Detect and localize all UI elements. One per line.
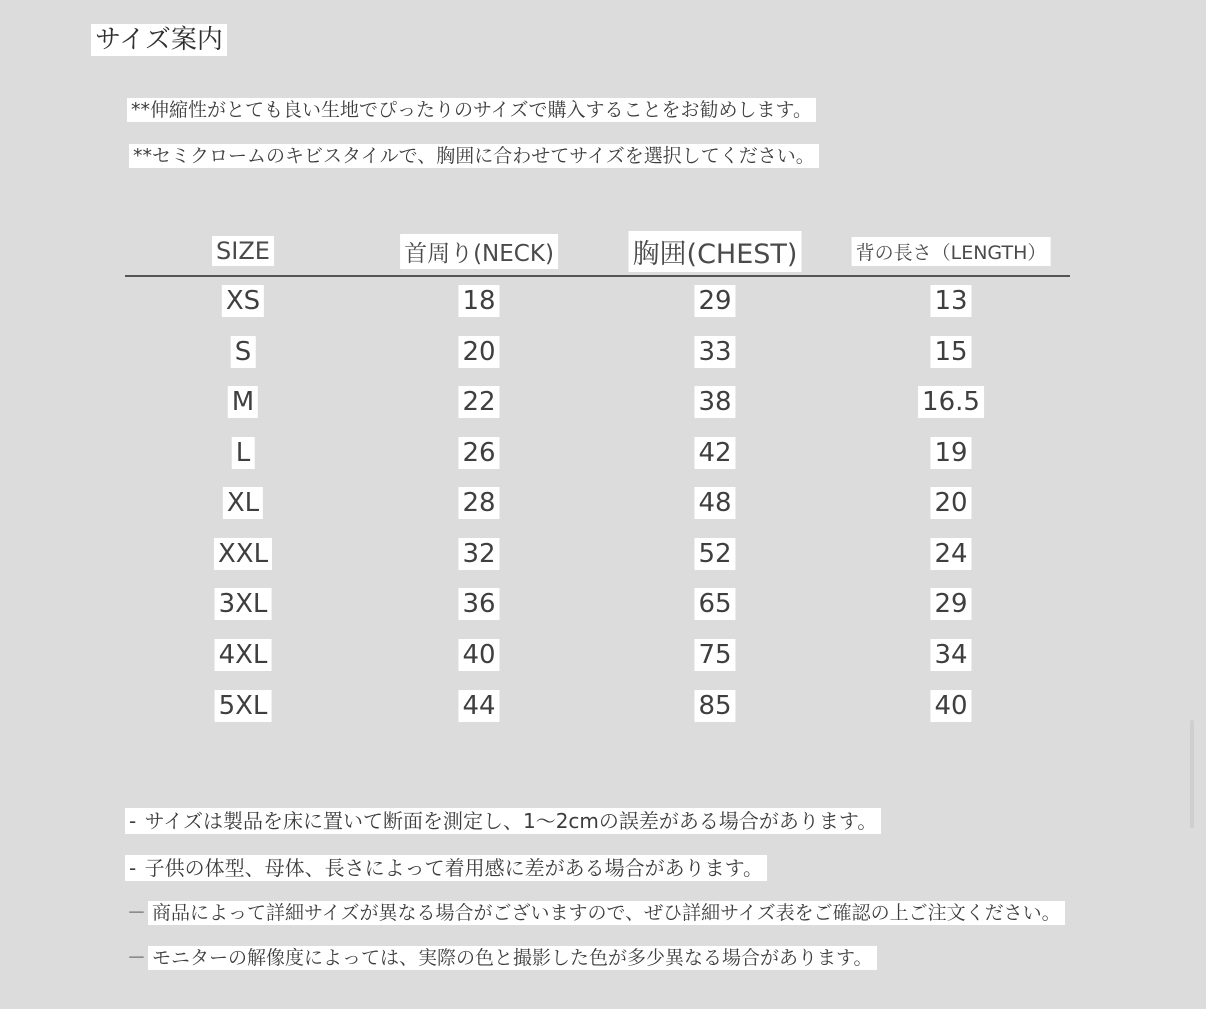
- size-cell: [231, 332, 256, 372]
- size-value: XXL: [214, 538, 272, 570]
- size-cell: [215, 635, 272, 675]
- footnote-measurement: [125, 806, 881, 836]
- table-row: [125, 635, 1070, 675]
- length-value: 24: [930, 538, 971, 570]
- length-value: 29: [930, 588, 971, 620]
- table-row: [125, 686, 1070, 726]
- table-row: [125, 332, 1070, 372]
- footnote-text: サイズは製品を床に置いて断面を測定し、1〜2cmの誤差がある場合があります。: [144, 809, 878, 833]
- size-value: 5XL: [215, 690, 272, 722]
- neck-cell: [458, 584, 499, 624]
- table-row: [125, 281, 1070, 321]
- footnote-fit-difference-text: [125, 855, 767, 881]
- neck-cell: [458, 483, 499, 523]
- length-value: 40: [930, 690, 971, 722]
- neck-value: 44: [458, 690, 499, 722]
- size-cell: [228, 382, 258, 422]
- header-chest-label: 胸囲(CHEST): [629, 231, 802, 272]
- length-cell: [930, 332, 971, 372]
- header-length-label: 背の長さ（LENGTH）: [852, 237, 1051, 266]
- size-cell: [222, 281, 264, 321]
- length-cell: [930, 584, 971, 624]
- footnote-text: モニターの解像度によっては、実際の色と撮影した色が多少異なる場合があります。: [148, 946, 876, 970]
- length-cell: [930, 281, 971, 321]
- chest-cell: [694, 382, 735, 422]
- neck-value: 36: [458, 588, 499, 620]
- note-chest: [129, 142, 819, 170]
- chest-cell: [694, 686, 735, 726]
- header-neck: [400, 228, 558, 274]
- size-value: 3XL: [215, 588, 272, 620]
- size-cell: [232, 433, 255, 473]
- chest-value: 85: [694, 690, 735, 722]
- length-cell: [930, 534, 971, 574]
- neck-cell: [458, 332, 499, 372]
- length-value: 19: [930, 437, 971, 469]
- chest-cell: [694, 483, 735, 523]
- table-row: [125, 534, 1070, 574]
- chest-cell: [694, 433, 735, 473]
- table-row: [125, 483, 1070, 523]
- size-value: L: [232, 437, 255, 469]
- note-fit-text: **伸縮性がとても良い生地でぴったりのサイズで購入することをお勧めします。: [127, 98, 816, 122]
- length-value: 16.5: [918, 386, 984, 418]
- chest-value: 65: [694, 588, 735, 620]
- length-cell: [930, 483, 971, 523]
- footnote-measurement-text: [125, 808, 881, 834]
- note-chest-text: **セミクロームのキビスタイルで、胸囲に合わせてサイズを選択してください。: [129, 144, 819, 168]
- footnote-fit-difference: [125, 853, 767, 883]
- footnote-size-chart: [127, 898, 1065, 928]
- scrollbar[interactable]: [1190, 720, 1194, 828]
- neck-cell: [458, 635, 499, 675]
- chest-cell: [694, 332, 735, 372]
- footnote-text: 子供の体型、母体、長さによって着用感に差がある場合があります。: [144, 856, 763, 880]
- note-fit: [127, 96, 816, 124]
- size-value: 4XL: [215, 639, 272, 671]
- neck-cell: [458, 433, 499, 473]
- length-cell: [930, 635, 971, 675]
- neck-value: 22: [458, 386, 499, 418]
- neck-value: 20: [458, 336, 499, 368]
- header-neck-label: 首周り(NECK): [400, 234, 558, 269]
- neck-cell: [458, 534, 499, 574]
- chest-cell: [694, 584, 735, 624]
- size-cell: [214, 534, 272, 574]
- size-value: M: [228, 386, 258, 418]
- chest-value: 75: [694, 639, 735, 671]
- chest-value: 42: [694, 437, 735, 469]
- neck-value: 18: [458, 285, 499, 317]
- chest-cell: [694, 635, 735, 675]
- footnote-text: 商品によって詳細サイズが異なる場合がございますので、ぜひ詳細サイズ表をご確認の上ご注文ください。: [148, 901, 1065, 925]
- neck-value: 28: [458, 487, 499, 519]
- length-cell: [918, 382, 984, 422]
- chest-value: 52: [694, 538, 735, 570]
- table-row: [125, 584, 1070, 624]
- footnote-dash: -: [129, 856, 137, 880]
- page-title: [91, 22, 227, 58]
- neck-value: 40: [458, 639, 499, 671]
- size-cell: [215, 584, 272, 624]
- size-cell: [215, 686, 272, 726]
- length-value: 20: [930, 487, 971, 519]
- length-value: 15: [930, 336, 971, 368]
- chest-value: 38: [694, 386, 735, 418]
- size-cell: [223, 483, 263, 523]
- footnote-dash: －: [127, 947, 147, 969]
- neck-cell: [458, 686, 499, 726]
- footnote-dash: -: [129, 809, 137, 833]
- chest-cell: [694, 534, 735, 574]
- header-chest: [629, 228, 802, 274]
- header-size-label: SIZE: [212, 236, 274, 266]
- chest-value: 48: [694, 487, 735, 519]
- neck-value: 26: [458, 437, 499, 469]
- size-value: XL: [223, 487, 263, 519]
- header-size: [212, 228, 274, 274]
- size-value: S: [231, 336, 256, 368]
- length-cell: [930, 686, 971, 726]
- length-cell: [930, 433, 971, 473]
- length-value: 34: [930, 639, 971, 671]
- length-value: 13: [930, 285, 971, 317]
- footnote-monitor-color: [127, 943, 877, 973]
- table-row: [125, 382, 1070, 422]
- page-title-text: サイズ案内: [91, 24, 227, 56]
- chest-value: 33: [694, 336, 735, 368]
- header-divider: [125, 275, 1070, 277]
- table-row: [125, 433, 1070, 473]
- size-value: XS: [222, 285, 264, 317]
- header-length: [852, 228, 1051, 274]
- neck-cell: [458, 281, 499, 321]
- neck-cell: [458, 382, 499, 422]
- chest-cell: [694, 281, 735, 321]
- neck-value: 32: [458, 538, 499, 570]
- footnote-dash: －: [127, 902, 147, 924]
- chest-value: 29: [694, 285, 735, 317]
